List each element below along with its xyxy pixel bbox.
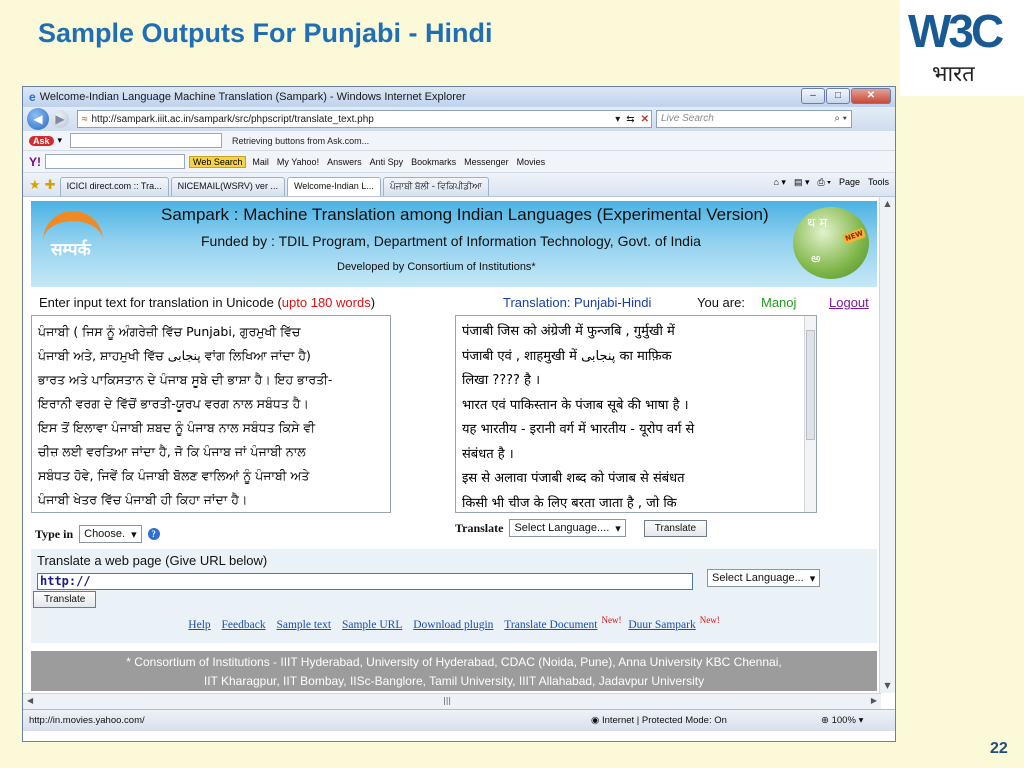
sampark-banner (31, 201, 877, 287)
search-placeholder: Live Search (661, 113, 714, 124)
close-button[interactable]: ✕ (851, 88, 891, 104)
yahoo-toolbar (23, 151, 895, 173)
output-line: किसी भी चीज के लिए बरता जाता है , जो कि (462, 495, 677, 511)
logout-link[interactable]: Logout (829, 295, 869, 310)
feeds-icon[interactable]: ▤ ▾ (793, 177, 810, 187)
yahoo-mail-button[interactable]: Mail (252, 156, 269, 167)
back-button[interactable]: ◀ (27, 108, 49, 130)
output-line: भारत एवं पाकिस्तान के पंजाब सूबे की भाषा है । (462, 397, 689, 413)
footer-line-2: IIT Kharagpur, IIT Bombay, IISc-Banglore, Tamil University, IIIT Allahabad, Jadavpur University (203, 674, 705, 688)
type-in-row (35, 525, 160, 543)
web-translate-button[interactable]: Translate (33, 591, 96, 608)
dropdown-arrow-icon[interactable]: ▾ (615, 113, 621, 125)
minimize-button[interactable]: – (801, 88, 825, 104)
consortium-footer (31, 651, 877, 691)
new-badge: New! (699, 615, 720, 625)
answers-button[interactable]: Answers (327, 156, 362, 167)
help-link[interactable]: Help (188, 618, 211, 631)
zoom-value: 100% (831, 715, 856, 726)
movies-button[interactable]: Movies (516, 156, 546, 167)
banner-developed-by: Developed by Consortium of Institutions* (337, 261, 536, 273)
slide-page-number: 22 (990, 740, 1008, 757)
output-scrollbar[interactable] (804, 316, 816, 512)
ask-search-input[interactable] (70, 133, 222, 148)
page-menu[interactable]: Page (838, 177, 860, 187)
output-line: लिखा ???? है । (462, 373, 541, 388)
my-yahoo-button[interactable]: My Yahoo! (276, 156, 320, 167)
ask-logo-icon[interactable]: Ask (29, 136, 54, 146)
chevron-down-icon: ▾ (131, 528, 137, 541)
tab-icici[interactable]: ICICI direct.com :: Tra... (60, 177, 169, 196)
target-language-value: Select Language.... (514, 522, 610, 534)
word-limit: upto 180 words (281, 295, 371, 310)
stop-icon[interactable]: ✕ (640, 113, 649, 125)
zoom-icon: ⊕ (821, 715, 829, 726)
input-label: Enter input text for translation in Unicode ( (39, 295, 282, 310)
security-zone-text: Internet | Protected Mode: On (601, 715, 727, 726)
translate-label: Translate (455, 520, 504, 535)
scroll-left-icon[interactable]: ◀ (27, 696, 34, 705)
translate-document-link[interactable]: Translate Document (504, 618, 598, 631)
site-favicon-icon: ≈ (82, 113, 88, 125)
tab-bar (23, 173, 895, 197)
page-vertical-scrollbar[interactable] (879, 197, 895, 693)
footer-links (23, 615, 881, 631)
type-in-value: Choose. (84, 528, 126, 540)
output-line: संबंधत है । (462, 446, 514, 462)
home-icon[interactable]: ⌂ ▾ (773, 177, 786, 187)
print-icon[interactable]: ⎙ ▾ (817, 177, 831, 187)
forward-button[interactable]: ▶ (51, 110, 69, 128)
slide-title: Sample Outputs For Punjabi - Hindi (38, 18, 493, 48)
security-zone (591, 715, 727, 726)
duur-sampark-link[interactable]: Duur Sampark (628, 618, 696, 631)
live-search-input[interactable] (656, 110, 852, 128)
favorites-star-icon[interactable]: ★ (29, 176, 41, 192)
ask-dropdown-icon[interactable]: ▾ (57, 135, 63, 145)
scroll-down-icon[interactable]: ▼ (884, 681, 891, 690)
w3c-logo-subtitle: भारत (932, 62, 975, 87)
output-line: यह भारतीय - इरानी वर्ग में भारतीय - यूरोप वर्ग से (462, 422, 695, 437)
language-globe-logo: थ म NEW అ (793, 207, 869, 279)
ask-toolbar (23, 131, 895, 151)
help-icon[interactable]: ? (148, 528, 160, 540)
output-line: इस से अलावा पंजाबी शब्द को पंजाब से संबंधत (462, 471, 685, 486)
page-content (23, 197, 881, 693)
download-plugin-link[interactable]: Download plugin (413, 618, 494, 631)
web-url-input[interactable]: http:// (37, 573, 693, 590)
web-translate-label: Translate a web page (Give URL below) (37, 553, 268, 568)
web-language-select[interactable] (707, 569, 820, 587)
anti-spy-button[interactable]: Anti Spy (369, 156, 404, 167)
you-are-label: You are: (697, 295, 745, 310)
status-url: http://in.movies.yahoo.com/ (29, 715, 145, 726)
url-text: http://sampark.iiit.ac.in/sampark/src/phpscript/translate_text.php (91, 113, 374, 125)
output-line: पंजाबी जिस को अंग्रेजी में फुन्जबि , गुर्मुखी में (462, 324, 675, 339)
banner-funded: Funded by : TDIL Program, Department of Information Technology, Govt. of India (201, 233, 701, 249)
scroll-up-icon[interactable]: ▲ (884, 199, 891, 208)
output-line: पंजाबी एवं , शाहमुखी में پنجابی का माफ़िक (462, 348, 672, 364)
tools-menu[interactable]: Tools (867, 177, 889, 187)
sample-url-link[interactable]: Sample URL (341, 618, 403, 631)
translation-direction: Translation: Punjabi-Hindi (503, 295, 652, 310)
tab-nicemail[interactable]: NICEMAIL(WSRV) ver ... (171, 177, 285, 196)
web-language-value: Select Language... (712, 572, 804, 584)
window-titlebar (23, 87, 895, 107)
w3c-logo-text: W3C (908, 5, 1002, 57)
yahoo-logo-icon[interactable]: Y! (29, 154, 41, 169)
username: Manoj (761, 295, 797, 310)
type-in-select[interactable] (79, 525, 142, 543)
chevron-down-icon: ▾ (809, 572, 816, 585)
add-favorite-icon[interactable]: ✚ (44, 176, 56, 192)
yahoo-search-input[interactable] (45, 154, 185, 169)
ie-icon: e (29, 90, 36, 104)
footer-line-1: * Consortium of Institutions - IIIT Hyderabad, University of Hyderabad, CDAC (Noida, Pune), Anna University KBC Chennai, (126, 655, 782, 669)
messenger-button[interactable]: Messenger (464, 156, 509, 167)
banner-title: Sampark : Machine Translation among Indian Languages (Experimental Version) (161, 205, 769, 224)
zoom-level[interactable] (821, 715, 863, 726)
translate-button[interactable]: Translate (644, 520, 707, 537)
scroll-grip-icon[interactable]: ||| (443, 696, 452, 705)
status-bar (23, 709, 896, 731)
new-badge: New! (601, 615, 622, 625)
page-horizontal-scrollbar[interactable] (23, 693, 881, 709)
tab-sampark[interactable]: Welcome-Indian L... (287, 177, 381, 196)
maximize-button[interactable]: □ (826, 88, 850, 104)
feedback-link[interactable]: Feedback (221, 618, 266, 631)
bookmarks-button[interactable]: Bookmarks (411, 156, 457, 167)
chevron-down-icon: ▾ (858, 715, 864, 726)
target-language-select[interactable] (509, 519, 625, 537)
window-title: Welcome-Indian Language Machine Translation (Sampark) - Windows Internet Explorer (39, 91, 466, 103)
sample-text-link[interactable]: Sample text (276, 618, 332, 631)
chevron-down-icon: ▾ (615, 522, 621, 535)
w3c-logo (900, 0, 1024, 96)
sampark-logo (39, 211, 109, 279)
input-label-row (39, 295, 875, 310)
browser-window (22, 86, 896, 742)
refresh-icon[interactable]: ⇆ (626, 113, 635, 125)
url-field[interactable] (77, 110, 652, 128)
translate-row (455, 519, 707, 537)
tab-wikipedia[interactable]: ਪੰਜਾਬੀ ਬੋਲੀ - ਵਿਕਿਪੀਡੀਆ (383, 177, 489, 196)
input-label-end: ) (370, 295, 376, 310)
scroll-right-icon[interactable]: ▶ (870, 696, 877, 705)
source-text-area[interactable]: ਪੰਜਾਬੀ ( ਜਿਸ ਨੂੰ ਅੰਗਰੇਜ਼ੀ ਵਿੱਚ Punjabi, ਗੁਰਮੁਖੀ ਵਿੱਚ ਪੰਜਾਬੀ ਅਤੇ, ਸ਼ਾਹਮੁਖੀ ਵਿੱਚ پنجابی ਵਾਂਗ ਲਿਖਿਆ ਜਾਂਦਾ ਹੈ) ਭਾਰਤ ਅਤੇ ਪਾਕਿਸਤਾਨ ਦੇ ਪੰਜਾਬ ਸੂਬੇ ਦੀ ਭਾਸ਼ਾ ਹੈ। ਇਹ ਭਾਰਤੀ- ਇਰਾਨੀ ਵਰਗ ਦੇ ਵਿੱਚੋਂ ਭਾਰਤੀ-ਯੂਰਪ ਵਰਗ ਨਾਲ ਸਬੰਧਤ ਹੈ। ਇਸ ਤੋਂ ਇਲਾਵਾ ਪੰਜਾਬੀ ਸ਼ਬਦ ਨੂੰ ਪੰਜਾਬ ਨਾਲ ਸਬੰਧਤ ਕਿਸੇ ਵੀ ਚੀਜ਼ ਲਈ ਵਰਤਿਆ ਜਾਂਦਾ ਹੈ, ਜੋ ਕਿ ਪੰਜਾਬ ਜਾਂ ਪੰਜਾਬੀ ਨਾਲ ਸਬੰਧਤ ਹੋਵੇ, ਜਿਵੇਂ ਕਿ ਪੰਜਾਬੀ ਬੋਲਣ ਵਾਲਿਆਂ ਨੂੰ ਪੰਜਾਬੀ ਅਤੇ ਪੰਜਾਬੀ ਖੇਤਰ ਵਿੱਚ ਪੰਜਾਬੀ ਹੀ ਕਿਹਾ ਜਾਂਦਾ ਹੈ। (31, 315, 391, 513)
web-search-button[interactable]: Web Search (189, 156, 246, 168)
sampark-logo-text: सम्पर्क (51, 240, 91, 260)
globe-icon: ◉ (591, 715, 600, 726)
type-in-label: Type in (35, 526, 74, 541)
search-icon[interactable]: ⌕ ▾ (834, 113, 847, 124)
ask-status-text: Retrieving buttons from Ask.com... (232, 135, 370, 146)
translation-output-area[interactable] (455, 315, 817, 513)
address-bar (23, 107, 895, 131)
